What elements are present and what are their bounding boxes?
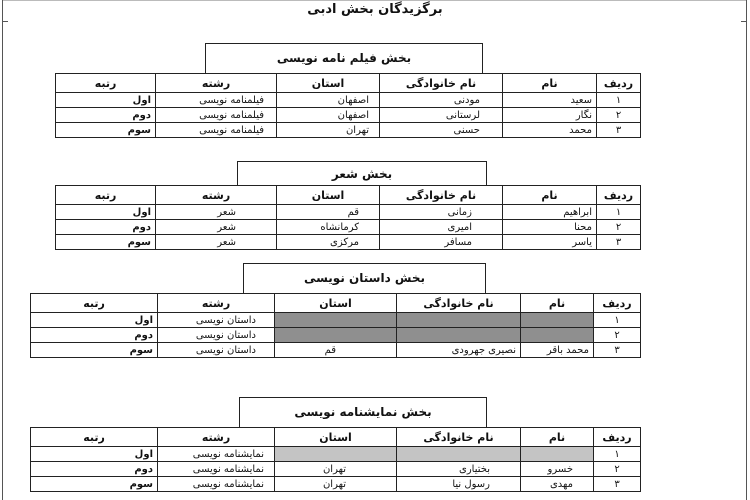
field: فیلمنامه نویسی: [156, 93, 277, 108]
column-header: نام: [521, 428, 594, 447]
table-row: [31, 343, 641, 358]
row-number: ۲: [594, 328, 641, 343]
table-row: [31, 313, 641, 328]
family-name: امیری: [380, 220, 503, 235]
section-title-poetry: بخش شعر: [237, 161, 487, 185]
province: کرمانشاه: [277, 220, 380, 235]
column-header: ردیف: [594, 294, 641, 313]
family-name: حسنی: [380, 123, 503, 138]
table-row: [31, 477, 641, 492]
row-number: ۱: [597, 93, 641, 108]
table-row: [56, 93, 641, 108]
province: اصفهان: [277, 93, 380, 108]
column-header: رشته: [156, 186, 277, 205]
column-header: رشته: [156, 74, 277, 93]
column-header: استان: [277, 74, 380, 93]
page-frame-tick-left: [2, 21, 8, 22]
family-name: [397, 328, 521, 343]
first-name: یاسر: [503, 235, 597, 250]
first-name: سعید: [503, 93, 597, 108]
rank: سوم: [56, 123, 156, 138]
section-title-playwriting: بخش نمایشنامه نویسی: [239, 397, 487, 427]
column-header: نام: [521, 294, 594, 313]
province: تهران: [275, 477, 397, 492]
column-header: رشته: [158, 428, 275, 447]
field: فیلمنامه نویسی: [156, 108, 277, 123]
row-number: ۳: [594, 343, 641, 358]
column-header: نام: [503, 186, 597, 205]
table-row: [56, 108, 641, 123]
family-name: مودنی: [380, 93, 503, 108]
column-header: رشته: [158, 294, 275, 313]
rank: سوم: [31, 477, 158, 492]
rank: اول: [56, 93, 156, 108]
table-header-row: [56, 74, 641, 93]
field: داستان نویسی: [158, 328, 275, 343]
table-row: [56, 220, 641, 235]
column-header: نام خانوادگی: [380, 74, 503, 93]
table-header-row: [31, 294, 641, 313]
family-name: [397, 313, 521, 328]
province: تهران: [277, 123, 380, 138]
row-number: ۱: [594, 447, 641, 462]
poetry-table: [55, 185, 641, 250]
row-number: ۲: [594, 462, 641, 477]
province: اصفهان: [277, 108, 380, 123]
rank: اول: [56, 205, 156, 220]
column-header: نام خانوادگی: [397, 428, 521, 447]
rank: سوم: [56, 235, 156, 250]
rank: اول: [31, 447, 158, 462]
first-name: ابراهیم: [503, 205, 597, 220]
column-header: استان: [275, 294, 397, 313]
column-header: ردیف: [594, 428, 641, 447]
row-number: ۳: [597, 235, 641, 250]
column-header: استان: [275, 428, 397, 447]
row-number: ۳: [597, 123, 641, 138]
province: [275, 313, 397, 328]
rank: سوم: [31, 343, 158, 358]
column-header: نام خانوادگی: [397, 294, 521, 313]
row-number: ۲: [597, 220, 641, 235]
table-row: [56, 205, 641, 220]
row-number: ۲: [597, 108, 641, 123]
column-header: نام خانوادگی: [380, 186, 503, 205]
column-header: رتبه: [31, 294, 158, 313]
family-name: زمانی: [380, 205, 503, 220]
page-frame-left: [2, 0, 3, 500]
section-title-story-writing: بخش داستان نویسی: [243, 263, 486, 293]
column-header: رتبه: [31, 428, 158, 447]
table-row: [31, 447, 641, 462]
story-writing-table: [30, 293, 641, 358]
field: شعر: [156, 220, 277, 235]
province: قم: [275, 343, 397, 358]
row-number: ۱: [594, 313, 641, 328]
column-header: رتبه: [56, 186, 156, 205]
rank: دوم: [56, 108, 156, 123]
field: نمایشنامه نویسی: [158, 447, 275, 462]
column-header: ردیف: [597, 74, 641, 93]
rank: دوم: [56, 220, 156, 235]
column-header: نام: [503, 74, 597, 93]
family-name: بختیاری: [397, 462, 521, 477]
first-name: خسرو: [521, 462, 594, 477]
province: [275, 328, 397, 343]
playwriting-table: [30, 427, 641, 492]
family-name: لرستانی: [380, 108, 503, 123]
first-name: محنا: [503, 220, 597, 235]
province: مرکزی: [277, 235, 380, 250]
family-name: نصیری جهرودی: [397, 343, 521, 358]
table-row: [31, 328, 641, 343]
province: تهران: [275, 462, 397, 477]
field: داستان نویسی: [158, 343, 275, 358]
table-row: [31, 462, 641, 477]
first-name: محمد باقر: [521, 343, 594, 358]
province: قم: [277, 205, 380, 220]
first-name: [521, 447, 594, 462]
rank: دوم: [31, 328, 158, 343]
row-number: ۱: [597, 205, 641, 220]
table-header-row: [31, 428, 641, 447]
field: شعر: [156, 205, 277, 220]
family-name: [397, 447, 521, 462]
rank: دوم: [31, 462, 158, 477]
first-name: [521, 328, 594, 343]
first-name: [521, 313, 594, 328]
family-name: مسافر: [380, 235, 503, 250]
first-name: مهدی: [521, 477, 594, 492]
field: نمایشنامه نویسی: [158, 477, 275, 492]
column-header: رتبه: [56, 74, 156, 93]
table-row: [56, 123, 641, 138]
column-header: ردیف: [597, 186, 641, 205]
row-number: ۳: [594, 477, 641, 492]
province: [275, 447, 397, 462]
first-name: نگار: [503, 108, 597, 123]
field: فیلمنامه نویسی: [156, 123, 277, 138]
rank: اول: [31, 313, 158, 328]
field: شعر: [156, 235, 277, 250]
page-title: برگزیدگان بخش ادبی: [307, 2, 443, 17]
family-name: رسول نیا: [397, 477, 521, 492]
field: داستان نویسی: [158, 313, 275, 328]
field: نمایشنامه نویسی: [158, 462, 275, 477]
page-frame-tick-right: [741, 21, 747, 22]
section-title-screenwriting: بخش فیلم نامه نویسی: [205, 43, 483, 73]
page-frame-right: [746, 0, 747, 500]
table-row: [56, 235, 641, 250]
first-name: محمد: [503, 123, 597, 138]
table-header-row: [56, 186, 641, 205]
column-header: استان: [277, 186, 380, 205]
screenwriting-table: [55, 73, 641, 138]
